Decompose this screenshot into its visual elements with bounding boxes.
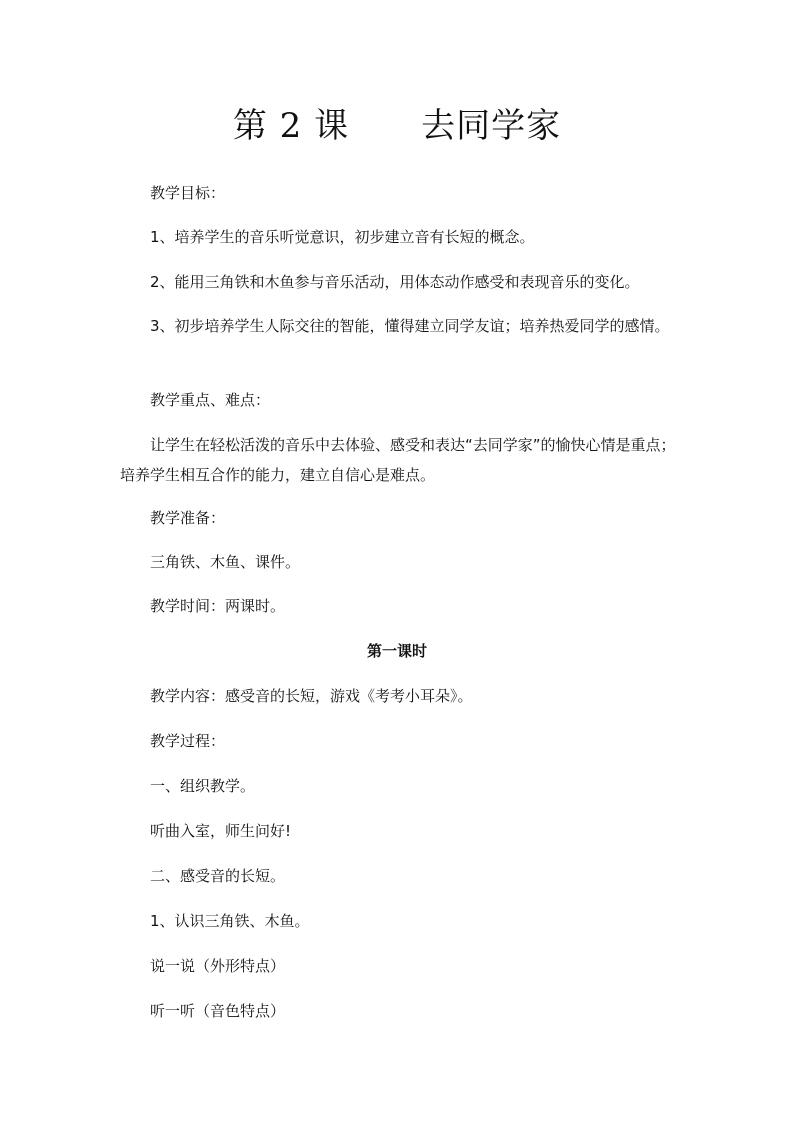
lesson-number: 第 2 课 bbox=[232, 106, 350, 146]
section-heading: 第一课时 bbox=[366, 642, 427, 660]
paragraph-say: 说一说（外形特点） bbox=[150, 957, 286, 975]
paragraph-step-1: 一、组织教学。 bbox=[150, 777, 256, 795]
paragraph-goal-2: 2、能用三角铁和木鱼参与音乐活动，用体态动作感受和表现音乐的变化。 bbox=[150, 273, 640, 291]
paragraph-instruments: 1、认识三角铁、木鱼。 bbox=[150, 912, 310, 930]
paragraph-time: 教学时间：两课时。 bbox=[150, 597, 286, 615]
paragraph-goal-1: 1、培养学生的音乐听觉意识，初步建立音有长短的概念。 bbox=[150, 228, 535, 246]
paragraph-process-heading: 教学过程： bbox=[150, 732, 226, 750]
paragraph-key-points: 让学生在轻松活泼的音乐中去体验、感受和表达“去同学家”的愉快心情是重点；培养学生相互合作的能力，建立自信心是难点。 bbox=[120, 436, 676, 484]
paragraph-content: 教学内容：感受音的长短，游戏《考考小耳朵》。 bbox=[150, 687, 473, 705]
lesson-name: 去同学家 bbox=[421, 106, 562, 146]
paragraph-greeting: 听曲入室，师生问好! bbox=[150, 822, 292, 840]
paragraph-preparation-heading: 教学准备： bbox=[150, 509, 226, 527]
paragraph-key-points-heading: 教学重点、难点： bbox=[150, 391, 271, 409]
paragraph-listen: 听一听（音色特点） bbox=[150, 1002, 286, 1020]
paragraph-goal-3: 3、初步培养学生人际交往的智能，懂得建立同学友谊；培养热爱同学的感情。 bbox=[150, 317, 670, 335]
paragraph-goals-heading: 教学目标： bbox=[150, 184, 226, 202]
paragraph-step-2: 二、感受音的长短。 bbox=[150, 867, 286, 885]
page-title bbox=[0, 103, 794, 149]
paragraph-preparation: 三角铁、木鱼、课件。 bbox=[150, 553, 301, 571]
